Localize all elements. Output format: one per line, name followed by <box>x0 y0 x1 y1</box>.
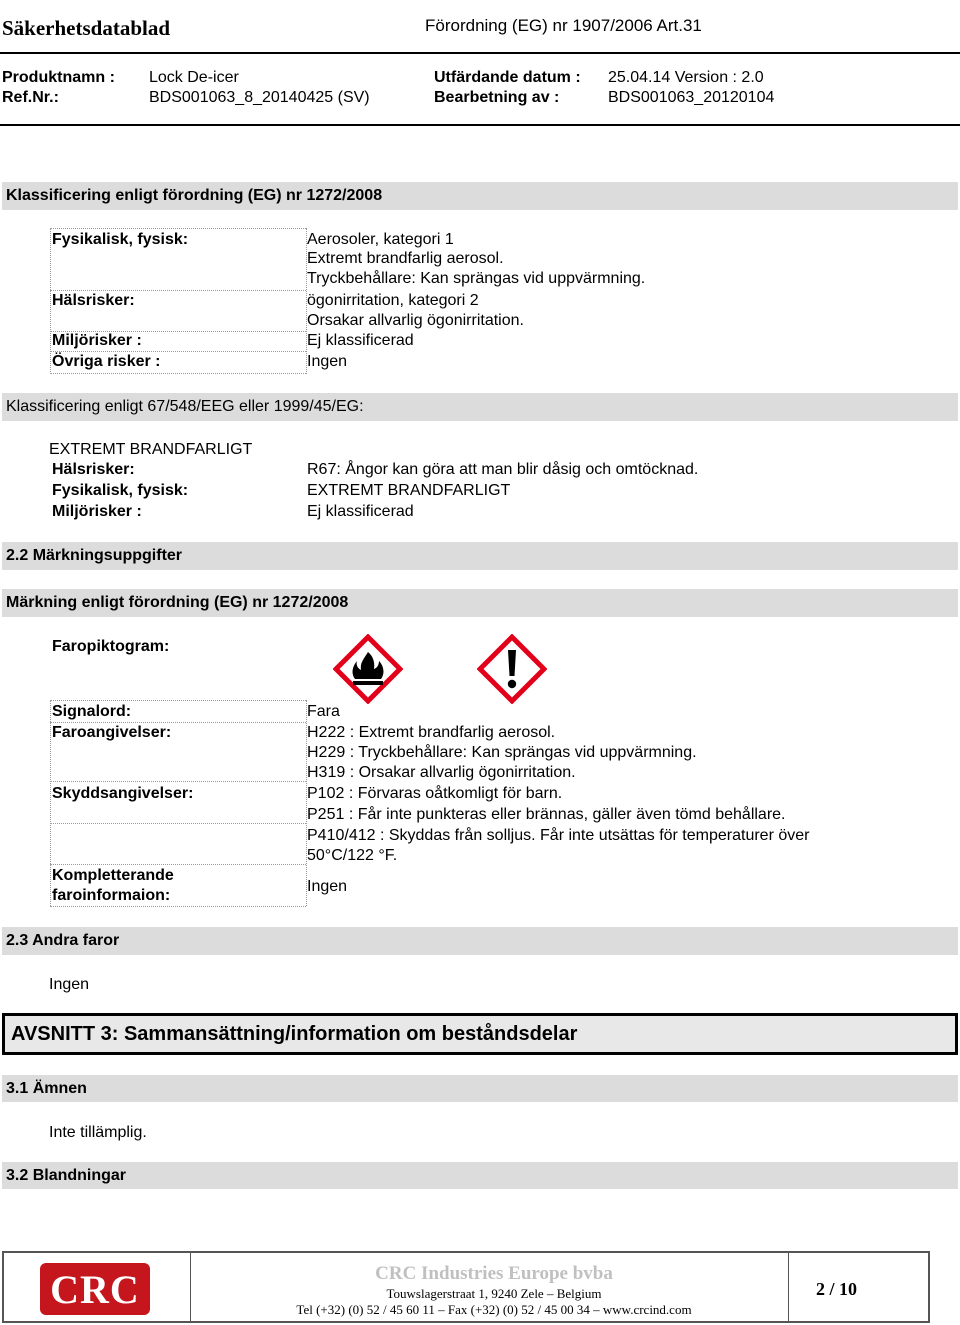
clp-physical-value: Extremt brandfarlig aerosol. <box>307 250 504 267</box>
dsd-classification-heading: Klassificering enligt 67/548/EEG eller 1999/45/EG: <box>2 393 958 421</box>
clp-env-value: Ej klassificerad <box>307 332 414 349</box>
clp-physical-label: Fysikalisk, fysisk: <box>52 231 189 248</box>
clp-health-value: ögonirritation, kategori 2 <box>307 292 479 309</box>
row-divider <box>50 700 306 701</box>
header-bottom-rule <box>0 124 960 126</box>
revision-label: Bearbetning av : <box>434 89 560 106</box>
row-divider <box>50 228 306 229</box>
row-divider <box>50 351 306 352</box>
dsd-physical-value: EXTREMT BRANDFARLIGT <box>307 482 511 499</box>
precautionary-statement: P102 : Förvaras oåtkomligt för barn. <box>307 785 563 802</box>
row-divider <box>50 781 306 782</box>
dsd-physical-label: Fysikalisk, fysisk: <box>52 482 189 499</box>
row-divider <box>50 906 306 907</box>
row-divider <box>50 722 306 723</box>
other-hazards-value: Ingen <box>49 976 90 993</box>
precautionary-statement: P410/412 : Skyddas från solljus. Får inte utsättas för temperaturer över <box>307 827 810 844</box>
section-3-heading: AVSNITT 3: Sammansättning/information om beståndsdelar <box>2 1013 958 1055</box>
issue-date-value: 25.04.14 Version : 2.0 <box>608 69 764 86</box>
row-divider <box>50 823 306 824</box>
supplementary-info-label: faroinformaion: <box>52 887 171 904</box>
flame-pictogram-icon <box>333 634 403 704</box>
footer-divider <box>788 1253 789 1321</box>
other-hazards-heading: 2.3 Andra faror <box>2 927 958 955</box>
ref-number-value: BDS001063_8_20140425 (SV) <box>149 89 370 106</box>
hazard-statement: H222 : Extremt brandfarlig aerosol. <box>307 724 556 741</box>
row-divider <box>50 373 306 374</box>
hazard-statement: H229 : Tryckbehållare: Kan sprängas vid uppvärmning. <box>307 744 697 761</box>
substances-heading: 3.1 Ämnen <box>2 1075 958 1102</box>
product-name-label: Produktnamn : <box>2 69 115 86</box>
precautionary-statement: P251 : Får inte punkteras eller brännas, gäller även tömd behållare. <box>307 806 786 823</box>
row-divider <box>50 290 306 291</box>
labelling-section-heading: 2.2 Märkningsuppgifter <box>2 542 958 570</box>
table-left-border <box>50 700 51 906</box>
regulation-reference: Förordning (EG) nr 1907/2006 Art.31 <box>425 16 702 35</box>
clp-physical-value: Tryckbehållare: Kan sprängas vid uppvärmning. <box>307 270 646 287</box>
issue-date-label: Utfärdande datum : <box>434 69 581 86</box>
product-name-value: Lock De-icer <box>149 69 239 86</box>
signal-word-label: Signalord: <box>52 703 132 720</box>
mixtures-heading: 3.2 Blandningar <box>2 1162 958 1189</box>
ref-number-label: Ref.Nr.: <box>2 89 59 106</box>
hazard-statement: H319 : Orsakar allvarlig ögonirritation. <box>307 764 576 781</box>
supplementary-info-value: Ingen <box>307 878 348 895</box>
page-number: 2 / 10 <box>816 1279 858 1299</box>
document-title: Säkerhetsdatablad <box>2 16 171 40</box>
company-address: Touwslagerstraat 1, 9240 Zele – Belgium <box>386 1286 602 1301</box>
precautionary-statement: 50°C/122 °F. <box>307 847 398 864</box>
company-contact: Tel (+32) (0) 52 / 45 60 11 – Fax (+32) (0) 52 / 45 00 34 – www.crcind.com <box>296 1302 692 1317</box>
dsd-health-value: R67: Ångor kan göra att man blir dåsig och omtöcknad. <box>307 461 699 478</box>
clp-health-value: Orsakar allvarlig ögonirritation. <box>307 312 524 329</box>
labelling-sub-heading: Märkning enligt förordning (EG) nr 1272/2008 <box>2 589 958 617</box>
dsd-health-label: Hälsrisker: <box>52 461 135 478</box>
clp-physical-value: Aerosoler, kategori 1 <box>307 231 454 248</box>
footer-divider <box>190 1253 191 1321</box>
dsd-env-value: Ej klassificerad <box>307 503 414 520</box>
table-left-border <box>50 228 51 374</box>
precautionary-statements-label: Skyddsangivelser: <box>52 785 194 802</box>
revision-value: BDS001063_20120104 <box>608 89 775 106</box>
header-top-rule <box>0 52 960 54</box>
clp-other-value: Ingen <box>307 353 348 370</box>
row-divider <box>50 864 306 865</box>
exclamation-pictogram-icon <box>477 634 547 704</box>
page-footer <box>2 1251 930 1323</box>
hazard-statements-label: Faroangivelser: <box>52 724 172 741</box>
logo-text: CRC <box>50 1266 140 1312</box>
clp-health-label: Hälsrisker: <box>52 292 135 309</box>
clp-other-label: Övriga risker : <box>52 353 161 370</box>
supplementary-info-label: Kompletterande <box>52 867 174 884</box>
clp-env-label: Miljörisker : <box>52 332 142 349</box>
substances-value: Inte tillämplig. <box>49 1124 147 1141</box>
clp-classification-heading: Klassificering enligt förordning (EG) nr 1272/2008 <box>2 182 958 210</box>
dsd-env-label: Miljörisker : <box>52 503 142 520</box>
pictogram-label: Faropiktogram: <box>52 638 170 655</box>
dsd-class-text: EXTREMT BRANDFARLIGT <box>49 441 253 458</box>
signal-word-value: Fara <box>307 703 340 720</box>
crc-logo <box>40 1263 150 1315</box>
company-name: CRC Industries Europe bvba <box>375 1263 613 1284</box>
